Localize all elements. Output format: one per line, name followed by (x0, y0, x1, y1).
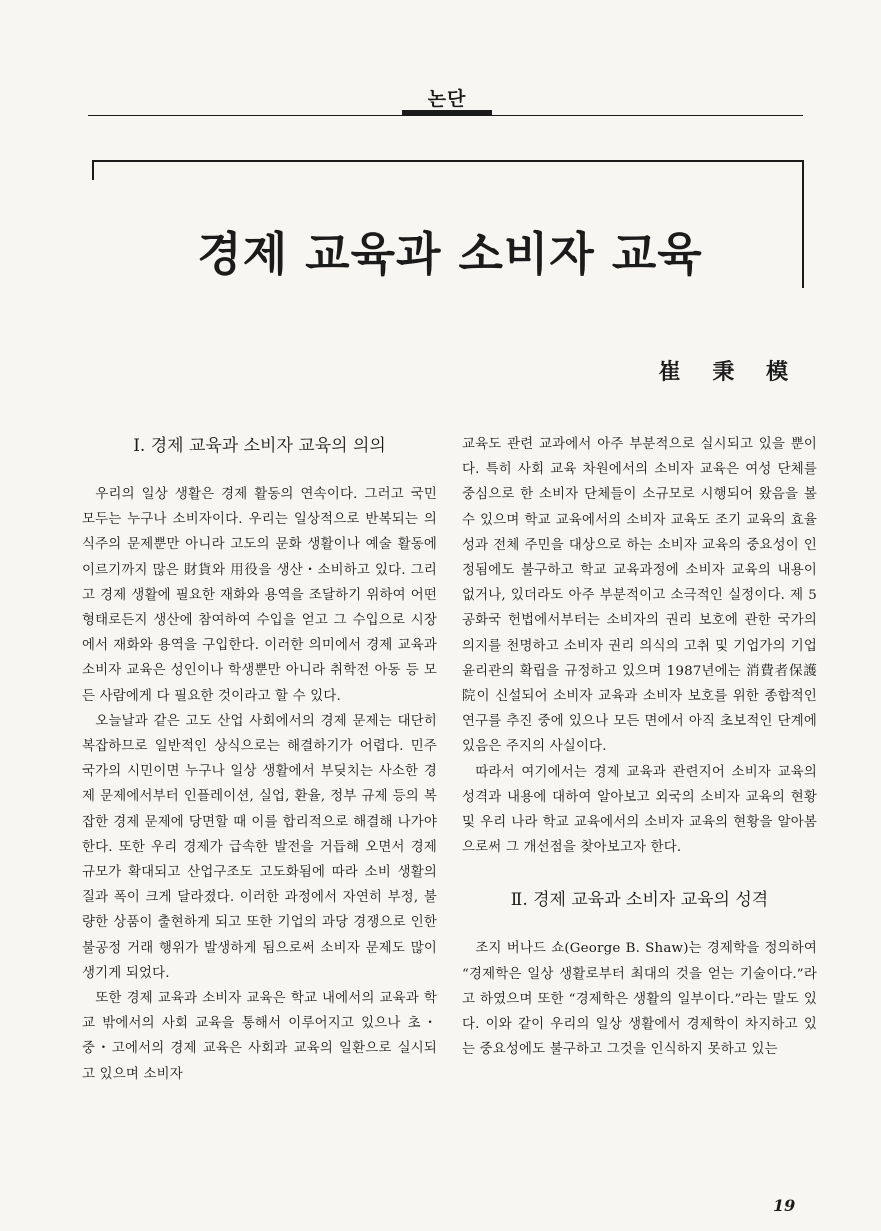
paragraph-2: 오늘날과 같은 고도 산업 사회에서의 경제 문제는 대단히 복잡하므로 일반적인 상식으로는 해결하기가 어렵다. 민주 국가의 시민이면 누구나 일상 생활에서 부딪치는 사소한 경제 문제에서부터 인플레이션, 실업, 환율, 정부 규제 등의 복잡한 경제 문제에 당면할 때 이를 합리적으로 해결해 나가야 한다. 또한 우리 경제가 급속한 발전을 거듭해 오면서 경제 규모가 확대되고 산업구조도 고도화됨에 따라 소비 생활의 질과 폭이 크게 달라졌다. 이러한 과정에서 자연히 부정, 불량한 상품이 출현하게 되고 또한 기업의 과당 경쟁으로 인한 불공정 거래 행위가 발생하게 됨으로써 소비자 문제도 많이 생기게 되었다. (82, 713, 437, 981)
title-frame-top (92, 160, 804, 162)
header-rule-accent (402, 110, 492, 116)
paragraph-3: 또한 경제 교육과 소비자 교육은 학교 내에서의 교육과 학교 밖에서의 사회 교육을 통해서 이루어지고 있으나 초・중・고에서의 경제 교육은 사회과 교육의 일환으로 실시되고 있으며 소비자 (82, 991, 437, 1082)
article-author: 崔 秉 模 (658, 360, 800, 385)
article-title: 경제 교육과 소비자 교육 (197, 227, 703, 281)
paragraph-3-continued: 교육도 관련 교과에서 아주 부분적으로 실시되고 있을 뿐이다. 특히 사회 교육 차원에서의 소비자 교육은 여성 단체를 중심으로 한 소비자 단체들이 소규모로 시행되어 왔음을 볼 수 있으며 학교 교육에서의 소비자 교육도 조기 교육의 효율성과 전체 주민을 대상으로 하는 소비자 교육의 중요성이 인정됨에도 불구하고 학교 교육과정에 소비자 교육의 내용이 없거나, 있더라도 아주 부분적이고 소극적인 실정이다. 제 5공화국 헌법에서부터는 소비자의 권리 보호에 관한 국가의 의지를 천명하고 소비자 권리 의식의 고취 및 기업가의 기업 윤리관의 확립을 규정하고 있으며 1987년에는 消費者保護院이 신설되어 소비자 교육과 소비자 보호를 위한 종합적인 연구를 추진 중에 있으나 모든 면에서 아직 초보적인 단계에 있음은 주지의 사실이다. (462, 437, 817, 755)
section-tag: 논단 (427, 88, 467, 110)
title-frame-right (802, 160, 804, 288)
paragraph-5: 조지 버나드 쇼(George B. Shaw)는 경제학을 정의하여 “경제학은 일상 생활로부터 최대의 것을 얻는 기술이다.”라고 하였으며 또한 “경제학은 생활의 일부이다.”라는 말도 있다. 이와 같이 우리의 일상 생활에서 경제학이 차지하고 있는 중요성에도 불구하고 그것을 인식하지 못하고 있는 (462, 941, 817, 1058)
title-frame-left (92, 160, 94, 180)
section-heading-2: Ⅱ. 경제 교육과 소비자 교육의 성격 (510, 890, 769, 911)
right-column (462, 432, 817, 1062)
section-heading-1: Ⅰ. 경제 교육과 소비자 교육의 의의 (133, 436, 386, 456)
paragraph-1: 우리의 일상 생활은 경제 활동의 연속이다. 그러고 국민 모두는 누구나 소비자이다. 우리는 일상적으로 반복되는 의식주의 문제뿐만 아니라 고도의 문화 생활이나 예술 활동에 이르기까지 많은 財貨와 用役을 생산・소비하고 있다. 그리고 경제 생활에 필요한 재화와 용역을 조달하기 위하여 어떤 형태로든지 생산에 참여하여 수입을 얻고 그 수입으로 시장에서 재화와 용역을 구입한다. 이러한 의미에서 경제 교육과 소비자 교육은 성인이나 학생뿐만 아니라 취학전 아동 등 모든 사람에게 다 필요한 것이라고 할 수 있다. (82, 487, 437, 704)
page-number: 19 (773, 1196, 796, 1215)
paragraph-4: 따라서 여기에서는 경제 교육과 관련지어 소비자 교육의 성격과 내용에 대하여 알아보고 외국의 소비자 교육의 현황 및 우리 나라 학교 교육에서의 소비자 교육의 현황을 알아봄으로써 그 개선점을 찾아보고자 한다. (462, 764, 817, 856)
left-column (82, 432, 437, 1087)
